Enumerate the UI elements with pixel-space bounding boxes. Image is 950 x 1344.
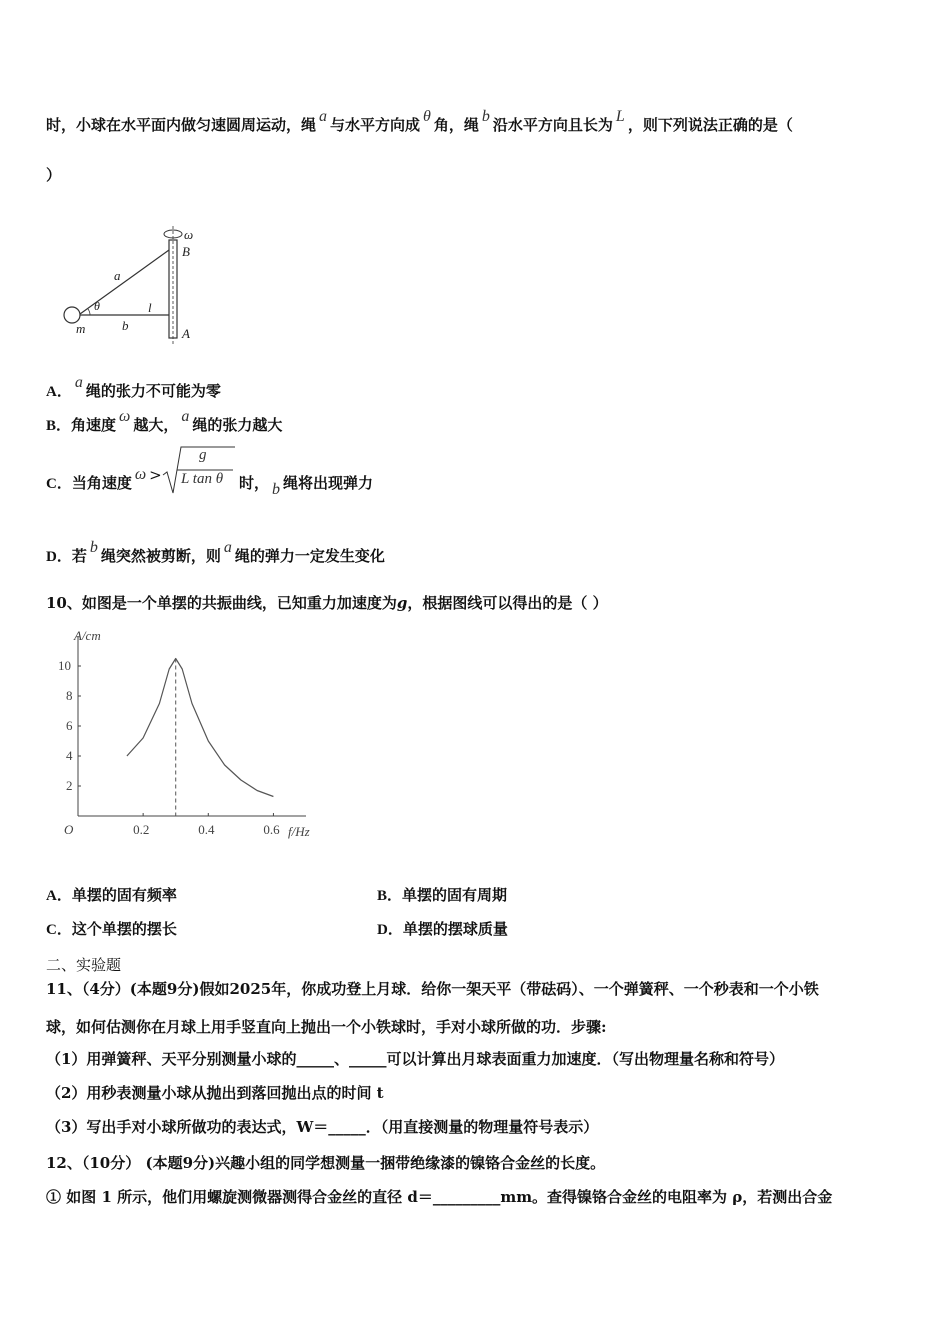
- q10-option-c: C．这个单摆的摆长: [46, 920, 177, 938]
- q11-step1: （1）用弹簧秤、天平分别测量小球的_____、_____可以计算出月球表面重力加速度．（写出物理量名称和符号）: [46, 1050, 784, 1068]
- label-a: a: [114, 268, 121, 283]
- label-m: m: [76, 321, 86, 336]
- y-tick-label-2: 2: [66, 778, 73, 793]
- label-theta: θ: [94, 299, 100, 313]
- origin-label: O: [64, 822, 74, 837]
- q10-option-b: B．单摆的固有周期: [377, 886, 508, 904]
- q12-line2: ① 如图 1 所示，他们用螺旋测微器测得合金丝的直径 d＝_________mm。查得镍铬合金丝的电阻率为 ρ，若测出合金: [46, 1188, 833, 1206]
- x-tick-label-0.4: 0.4: [198, 822, 215, 837]
- q9-option-c: C．当角速度 ω > g L tan θ 时， b 绳将出现弹力: [46, 447, 373, 498]
- q11-step3: （3）写出手对小球所做功的表达式，W＝_____．（用直接测量的物理量符号表示）: [46, 1118, 599, 1136]
- q10-stem: 10、如图是一个单摆的共振曲线，已知重力加速度为g，根据图线可以得出的是（ ）: [46, 594, 608, 612]
- resonance-chart: [56, 626, 326, 842]
- q12-line1: 12、（10分） (本题9分)兴趣小组的同学想测量一捆带绝缘漆的镍铬合金丝的长度。: [46, 1154, 606, 1172]
- q10-option-d: D．单摆的摆球质量: [377, 920, 508, 938]
- x-tick-label-0.2: 0.2: [133, 822, 150, 837]
- label-l: l: [148, 300, 152, 315]
- q11-step2: （2）用秒表测量小球从抛出到落回抛出点的时间 t: [46, 1084, 384, 1102]
- var-L: L: [615, 108, 625, 125]
- q9-option-b: B．角速度 ω 越大， a 绳的张力越大: [46, 408, 283, 434]
- q9-stem-close: ）: [46, 166, 62, 184]
- label-B: B: [182, 244, 190, 259]
- var-a: a: [319, 108, 328, 125]
- q10-option-a: A．单摆的固有频率: [46, 886, 177, 904]
- x-axis-label: f/Hz: [288, 824, 310, 839]
- sqrt-fraction: [167, 447, 239, 487]
- var-theta: θ: [423, 108, 431, 125]
- y-tick-label-8: 8: [66, 688, 73, 703]
- q9-stem: 时，小球在水平面内做匀速圆周运动，绳 a 与水平方向成 θ 角，绳 b 沿水平方向且长为 L ，则下列说法正确的是（: [46, 108, 793, 134]
- frac-num: g: [198, 447, 207, 463]
- label-A: A: [182, 326, 190, 341]
- label-omega: ω: [184, 227, 194, 242]
- x-tick-label-0.6: 0.6: [263, 822, 280, 837]
- q11-line2: 球，如何估测你在月球上用手竖直向上抛出一个小铁球时，手对小球所做的功．步骤:: [46, 1018, 607, 1036]
- section-heading: 二、实验题: [46, 956, 122, 974]
- resonance-curve: [127, 659, 274, 797]
- frac-den: L tan θ: [180, 471, 224, 487]
- q9-option-a: A．a 绳的张力不可能为零: [46, 374, 221, 400]
- y-tick-label-6: 6: [66, 718, 73, 733]
- label-b: b: [122, 318, 129, 333]
- y-axis-label: A/cm: [74, 628, 101, 643]
- y-tick-label-10: 10: [58, 658, 71, 673]
- q9-option-d: D．若 b 绳突然被剪断，则 a 绳的弹力一定发生变化: [46, 539, 385, 565]
- var-b: b: [481, 108, 490, 125]
- q9-figure: [58, 222, 208, 346]
- y-tick-label-4: 4: [66, 748, 73, 763]
- q11-line1: 11、（4分）(本题9分)假如2025年，你成功登上月球．给你一架天平（带砝码）、一个弹簧秤、一个秒表和一个小铁: [46, 980, 819, 998]
